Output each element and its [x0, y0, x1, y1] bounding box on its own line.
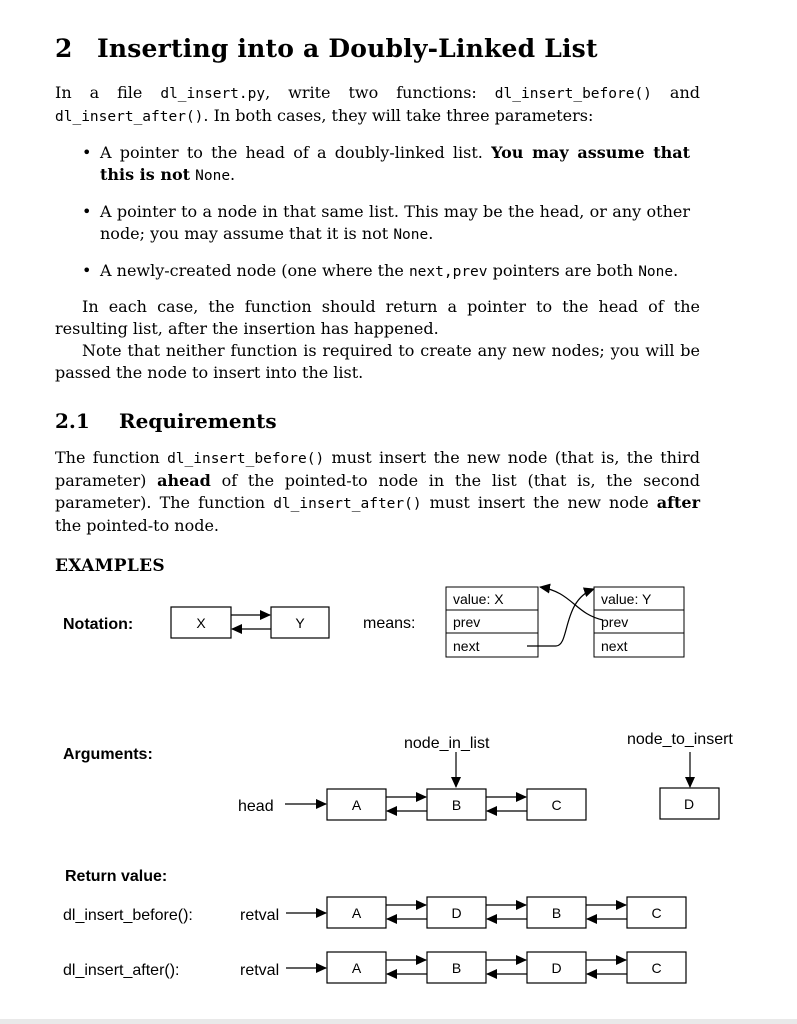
- intro-text: , write two functions:: [265, 83, 495, 102]
- bullet-text: .: [673, 261, 679, 280]
- intro-text: In a file: [55, 83, 161, 102]
- before-function-label: dl_insert_before():: [63, 907, 193, 924]
- intro-text: and: [669, 83, 700, 102]
- means-label: means:: [363, 615, 416, 632]
- bullet-text: A pointer to the head of a doubly-linked list.: [100, 143, 492, 162]
- bullet-text: A newly-created node (one where the: [100, 261, 409, 280]
- bullet-text: .: [428, 224, 434, 243]
- detail-x-prev: prev: [453, 614, 481, 630]
- bullet-text: .: [230, 165, 236, 184]
- list-node-label: B: [451, 797, 462, 813]
- req-text: of the pointed-to node in the list (that is, the second parameter). The function: [55, 471, 701, 512]
- arguments-list: [327, 789, 586, 820]
- bullet-code: next,prev: [408, 264, 488, 280]
- req-text: The function: [55, 448, 168, 467]
- notation-label: Notation:: [63, 616, 134, 633]
- list-node-label: C: [651, 905, 662, 921]
- after-retval-label: retval: [240, 962, 280, 979]
- bullet-code: None: [638, 264, 674, 280]
- before-retval-label: retval: [240, 907, 280, 924]
- paragraph-note: Note that neither function is required to create any new nodes; you will be passed the node to insert into the list.: [55, 341, 700, 382]
- page-bottom-edge: [0, 1019, 797, 1024]
- node-in-list-label: node_in_list: [404, 735, 490, 752]
- examples-heading: EXAMPLES: [55, 556, 165, 576]
- node-to-insert-value: D: [683, 796, 695, 812]
- notation-node-y-label: Y: [295, 615, 305, 631]
- section-number: 2: [55, 34, 73, 63]
- function-name-after: dl_insert_after(): [55, 109, 204, 125]
- list-node-label: A: [351, 797, 362, 813]
- list-node-label: D: [451, 905, 462, 921]
- section-title: Inserting into a Doubly-Linked List: [97, 34, 598, 63]
- req-text: the pointed-to node.: [55, 516, 220, 535]
- function-name-after: dl_insert_after(): [273, 496, 422, 512]
- list-node-label: C: [551, 797, 562, 813]
- list-node-label: D: [551, 960, 562, 976]
- after-result-list: [327, 952, 686, 983]
- arguments-label: Arguments:: [63, 746, 153, 763]
- subsection-number: 2.1: [55, 409, 90, 433]
- list-node-label: B: [451, 960, 462, 976]
- list-node-label: A: [351, 960, 362, 976]
- intro-text: . In both cases, they will take three parameters:: [203, 106, 594, 125]
- notation-node-x-label: X: [196, 615, 206, 631]
- detail-x-value: value: X: [453, 591, 504, 607]
- function-name-before: dl_insert_before(): [494, 86, 652, 102]
- bullet-bold: You may assume that this is not: [100, 143, 690, 184]
- head-label: head: [238, 798, 274, 815]
- bullet-text: pointers are both: [487, 261, 639, 280]
- bullet-code: None: [195, 168, 231, 184]
- node-to-insert-label: node_to_insert: [627, 731, 733, 748]
- req-text: must insert the new node (that is, the third parameter): [55, 448, 700, 490]
- detail-y-prev: prev: [601, 614, 629, 630]
- list-node-label: B: [551, 905, 562, 921]
- req-bold: ahead: [157, 471, 211, 490]
- file-name: dl_insert.py: [160, 86, 266, 102]
- paragraph-return: In each case, the function should return a pointer to the head of the resulting list, after the insertion has happened.: [55, 297, 700, 338]
- return-label: Return value:: [65, 868, 168, 885]
- req-bold: after: [656, 493, 700, 512]
- after-function-label: dl_insert_after():: [63, 962, 180, 979]
- detail-x-next: next: [453, 638, 480, 654]
- list-node-label: A: [351, 905, 362, 921]
- bullet-text: A pointer to a node in that same list. This may be the head, or any other node; you may assume that it is not: [100, 202, 690, 243]
- bullet-code: None: [393, 227, 429, 243]
- req-text: must insert the new node: [421, 493, 657, 512]
- subsection-title: Requirements: [119, 409, 277, 433]
- before-result-list: [327, 897, 686, 928]
- detail-y-next: next: [601, 638, 628, 654]
- function-name-before: dl_insert_before(): [167, 451, 325, 467]
- detail-y-value: value: Y: [601, 591, 652, 607]
- list-node-label: C: [651, 960, 662, 976]
